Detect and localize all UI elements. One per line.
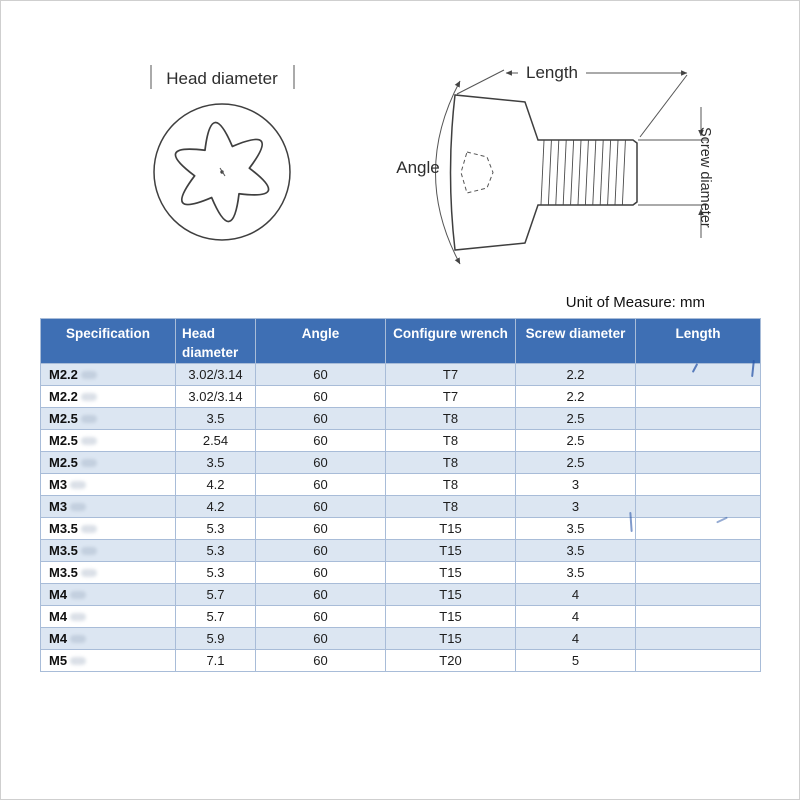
header-configure-wrench: Configure wrench — [386, 319, 516, 364]
erased-mark — [70, 591, 86, 599]
screw-cell: 3.5 — [516, 561, 636, 583]
angle-cell: 60 — [256, 583, 386, 605]
erased-mark — [70, 657, 86, 665]
head-cell: 5.3 — [176, 561, 256, 583]
head-diameter-label: Head diameter — [166, 69, 278, 88]
head-cell: 4.2 — [176, 495, 256, 517]
head-cell: 7.1 — [176, 649, 256, 671]
erased-mark — [81, 371, 97, 379]
screw-body-outline — [525, 102, 637, 243]
length-cell — [636, 517, 761, 539]
spec-table — [40, 318, 761, 672]
erased-mark — [81, 437, 97, 445]
wrench-cell: T15 — [386, 561, 516, 583]
table-row — [41, 451, 761, 473]
header-specification: Specification — [41, 319, 176, 364]
erased-mark — [81, 525, 97, 533]
spec-text: M3 — [49, 476, 68, 492]
angle-cell: 60 — [256, 517, 386, 539]
head-cell: 5.9 — [176, 627, 256, 649]
spec-text: M4 — [49, 630, 68, 646]
angle-cell: 60 — [256, 451, 386, 473]
spec-cell — [41, 583, 176, 605]
length-cell — [636, 627, 761, 649]
spec-text: M3 — [49, 498, 68, 514]
length-cell — [636, 539, 761, 561]
head-cell: 5.7 — [176, 583, 256, 605]
screw-cell: 3 — [516, 495, 636, 517]
wrench-cell: T8 — [386, 495, 516, 517]
length-extension-left — [457, 70, 504, 94]
wrench-cell: T7 — [386, 385, 516, 407]
table-row — [41, 517, 761, 539]
spec-text: M3.5 — [49, 520, 78, 536]
wrench-cell: T8 — [386, 473, 516, 495]
length-cell — [636, 451, 761, 473]
length-extension-right — [640, 75, 687, 137]
spec-text: M4 — [49, 586, 68, 602]
wrench-cell: T15 — [386, 517, 516, 539]
head-cell: 5.3 — [176, 517, 256, 539]
header-angle: Angle — [256, 319, 386, 364]
wrench-cell: T20 — [386, 649, 516, 671]
angle-cell: 60 — [256, 649, 386, 671]
table-header-row — [41, 319, 761, 364]
screw-cell: 2.5 — [516, 451, 636, 473]
screw-head-face — [451, 95, 526, 250]
length-cell — [636, 429, 761, 451]
erased-mark — [81, 547, 97, 555]
screw-cell: 3.5 — [516, 517, 636, 539]
screw-cell: 2.2 — [516, 385, 636, 407]
spec-table-body — [41, 363, 761, 671]
angle-cell: 60 — [256, 605, 386, 627]
head-cell: 3.5 — [176, 407, 256, 429]
head-top-view-drawing — [133, 55, 313, 295]
length-cell — [636, 495, 761, 517]
table-row — [41, 649, 761, 671]
angle-cell: 60 — [256, 495, 386, 517]
table-row — [41, 539, 761, 561]
head-cell: 4.2 — [176, 473, 256, 495]
angle-cell: 60 — [256, 363, 386, 385]
length-cell — [636, 561, 761, 583]
spec-cell — [41, 363, 176, 385]
header-head-diameter: Head diameter — [176, 319, 256, 364]
length-cell — [636, 583, 761, 605]
screw-cell: 2.2 — [516, 363, 636, 385]
head-cell: 5.3 — [176, 539, 256, 561]
spec-text: M2.5 — [49, 432, 78, 448]
erased-mark — [70, 613, 86, 621]
spec-cell — [41, 407, 176, 429]
head-cell: 5.7 — [176, 605, 256, 627]
spec-text: M2.2 — [49, 388, 78, 404]
spec-text: M2.2 — [49, 366, 78, 382]
header-length: Length — [636, 319, 761, 364]
table-row — [41, 363, 761, 385]
spec-text: M2.5 — [49, 454, 78, 470]
head-cell: 3.02/3.14 — [176, 363, 256, 385]
erased-mark — [81, 415, 97, 423]
screw-cell: 4 — [516, 605, 636, 627]
angle-cell: 60 — [256, 561, 386, 583]
spec-cell — [41, 451, 176, 473]
recess-hidden-outline — [461, 152, 493, 193]
angle-cell: 60 — [256, 407, 386, 429]
screw-cell: 2.5 — [516, 407, 636, 429]
angle-cell: 60 — [256, 627, 386, 649]
screw-diameter-label: Screw diameter — [697, 127, 713, 228]
spec-text: M5 — [49, 652, 68, 668]
spec-cell — [41, 561, 176, 583]
length-cell — [636, 649, 761, 671]
erased-mark — [70, 481, 86, 489]
wrench-cell: T15 — [386, 583, 516, 605]
unit-of-measure-note: Unit of Measure: mm — [565, 294, 705, 311]
spec-text: M3.5 — [49, 564, 78, 580]
angle-label: Angle — [396, 158, 440, 177]
erased-mark — [81, 459, 97, 467]
spec-cell — [41, 429, 176, 451]
spec-cell — [41, 473, 176, 495]
screw-cell: 2.5 — [516, 429, 636, 451]
angle-cell: 60 — [256, 429, 386, 451]
table-row — [41, 561, 761, 583]
table-row — [41, 385, 761, 407]
wrench-cell: T7 — [386, 363, 516, 385]
length-cell — [636, 363, 761, 385]
spec-text: M4 — [49, 608, 68, 624]
head-cell: 3.5 — [176, 451, 256, 473]
screw-cell: 5 — [516, 649, 636, 671]
length-cell — [636, 473, 761, 495]
thread-lines — [541, 141, 625, 205]
table-row — [41, 407, 761, 429]
erased-mark — [81, 569, 97, 577]
angle-cell: 60 — [256, 385, 386, 407]
screw-cell: 4 — [516, 583, 636, 605]
head-cell: 3.02/3.14 — [176, 385, 256, 407]
spec-text: M2.5 — [49, 410, 78, 426]
spec-cell — [41, 385, 176, 407]
table-row — [41, 605, 761, 627]
screw-cell: 4 — [516, 627, 636, 649]
screw-cell: 3.5 — [516, 539, 636, 561]
table-row — [41, 473, 761, 495]
length-cell — [636, 385, 761, 407]
table-row — [41, 495, 761, 517]
spec-text: M3.5 — [49, 542, 78, 558]
wrench-cell: T8 — [386, 407, 516, 429]
table-row — [41, 429, 761, 451]
spec-cell — [41, 627, 176, 649]
header-screw-diameter: Screw diameter — [516, 319, 636, 364]
wrench-cell: T15 — [386, 539, 516, 561]
wrench-cell: T8 — [386, 429, 516, 451]
spec-cell — [41, 495, 176, 517]
erased-mark — [81, 393, 97, 401]
angle-cell: 60 — [256, 473, 386, 495]
length-cell — [636, 605, 761, 627]
wrench-cell: T15 — [386, 627, 516, 649]
erased-mark — [70, 503, 86, 511]
head-cell: 2.54 — [176, 429, 256, 451]
length-cell — [636, 407, 761, 429]
erased-mark — [70, 635, 86, 643]
spec-cell — [41, 605, 176, 627]
wrench-cell: T8 — [386, 451, 516, 473]
table-row — [41, 627, 761, 649]
length-label: Length — [526, 63, 578, 82]
angle-cell: 60 — [256, 539, 386, 561]
screw-cell: 3 — [516, 473, 636, 495]
table-row — [41, 583, 761, 605]
spec-cell — [41, 517, 176, 539]
spec-cell — [41, 649, 176, 671]
spec-cell — [41, 539, 176, 561]
screw-side-view-drawing — [365, 45, 755, 295]
wrench-cell: T15 — [386, 605, 516, 627]
